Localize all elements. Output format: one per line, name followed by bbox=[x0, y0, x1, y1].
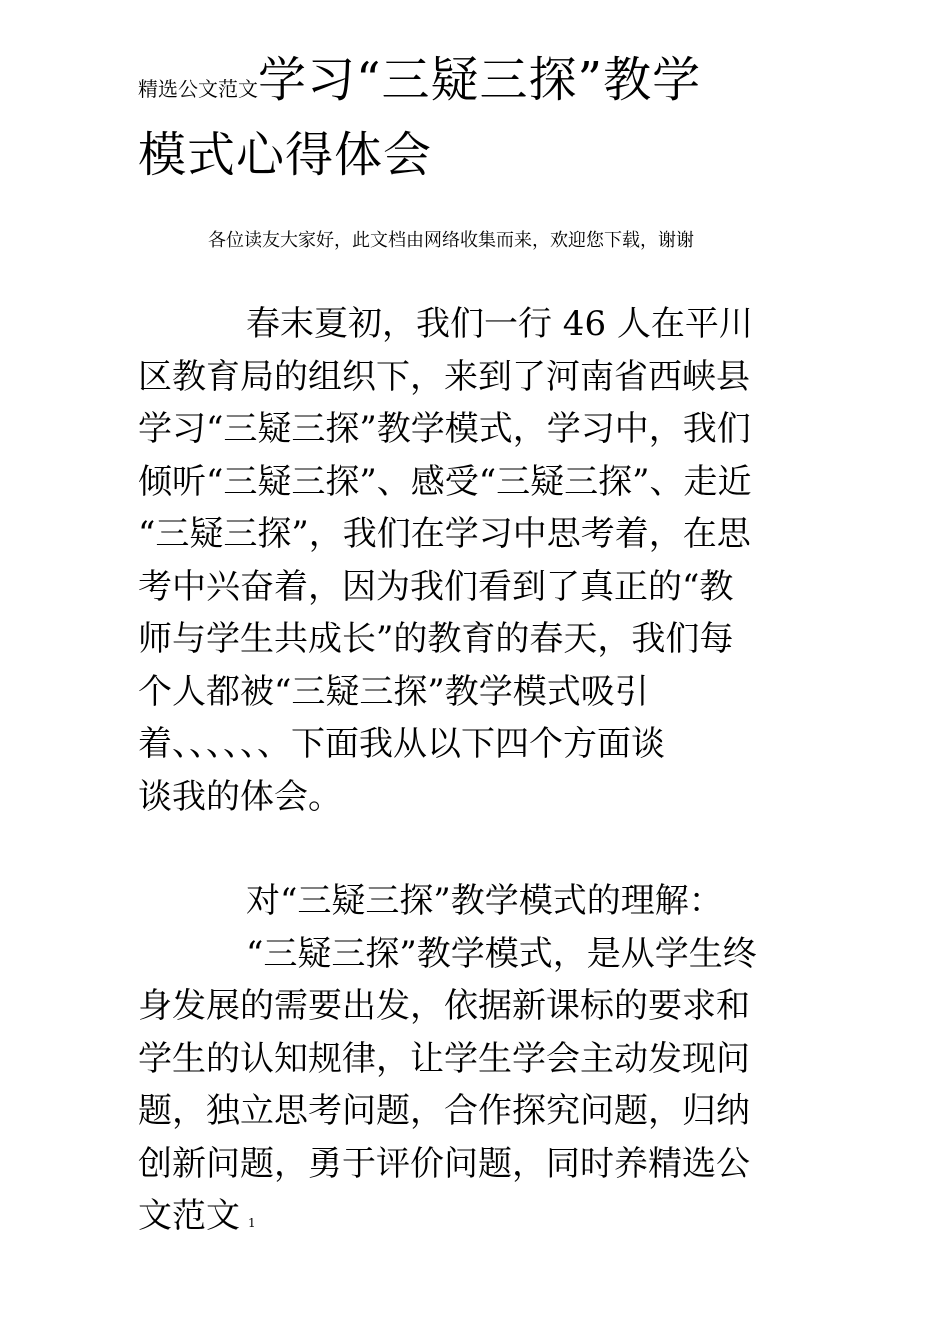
paragraph-line: “三疑三探”教学模式，是从学生终 bbox=[246, 933, 757, 974]
paragraph-line: 倾听“三疑三探”、感受“三疑三探”、走近 bbox=[138, 461, 752, 502]
section-heading: 对“三疑三探”教学模式的理解： bbox=[246, 881, 723, 921]
paragraph-line: 学习“三疑三探”教学模式，学习中，我们 bbox=[138, 409, 751, 449]
paragraph-line: 考中兴奋着，因为我们看到了真正的“教 bbox=[138, 566, 734, 607]
paragraph-line: 师与学生共成长”的教育的春天，我们每 bbox=[138, 619, 734, 659]
paragraph-spacer bbox=[138, 823, 828, 875]
title-line-2: 模式心得体会 bbox=[138, 127, 433, 183]
page-number: 1 bbox=[248, 1216, 256, 1230]
paragraph-line: 学生的认知规律，让学生学会主动发现问 bbox=[138, 1038, 750, 1079]
document-title bbox=[138, 48, 838, 198]
paragraph-line: 着、、、、、、下面我从以下四个方面谈 bbox=[138, 724, 665, 764]
paragraph-line: “三疑三探”，我们在学习中思考着，在思 bbox=[138, 514, 751, 554]
greeting-text: 各位读友大家好，此文档由网络收集而来，欢迎您下载，谢谢 bbox=[208, 230, 694, 251]
paragraph-line: 谈我的体会。 bbox=[138, 776, 342, 817]
paragraph-2 bbox=[138, 928, 828, 1250]
paragraph-line: 创新问题，勇于评价问题，同时养精选公 bbox=[138, 1143, 750, 1184]
title-prefix: 精选公文范文 bbox=[138, 77, 258, 101]
paragraph-line: 春末夏初，我们一行 46 人在平川 bbox=[246, 304, 753, 344]
paragraph-line: 题，独立思考问题，合作探究问题，归纳 bbox=[138, 1091, 750, 1131]
paragraph-line: 个人都被“三疑三探”教学模式吸引 bbox=[138, 671, 649, 712]
paragraph-last-line bbox=[138, 1190, 828, 1250]
paragraph-line: 身发展的需要出发，依据新课标的要求和 bbox=[138, 986, 750, 1026]
paragraph-1 bbox=[138, 298, 828, 823]
title-line-1: 学习“三疑三探”教学 bbox=[258, 52, 702, 108]
body-text bbox=[138, 298, 828, 1250]
paragraph-line-text: 文范文 bbox=[138, 1196, 240, 1236]
paragraph-line: 区教育局的组织下，来到了河南省西峡县 bbox=[138, 356, 750, 397]
